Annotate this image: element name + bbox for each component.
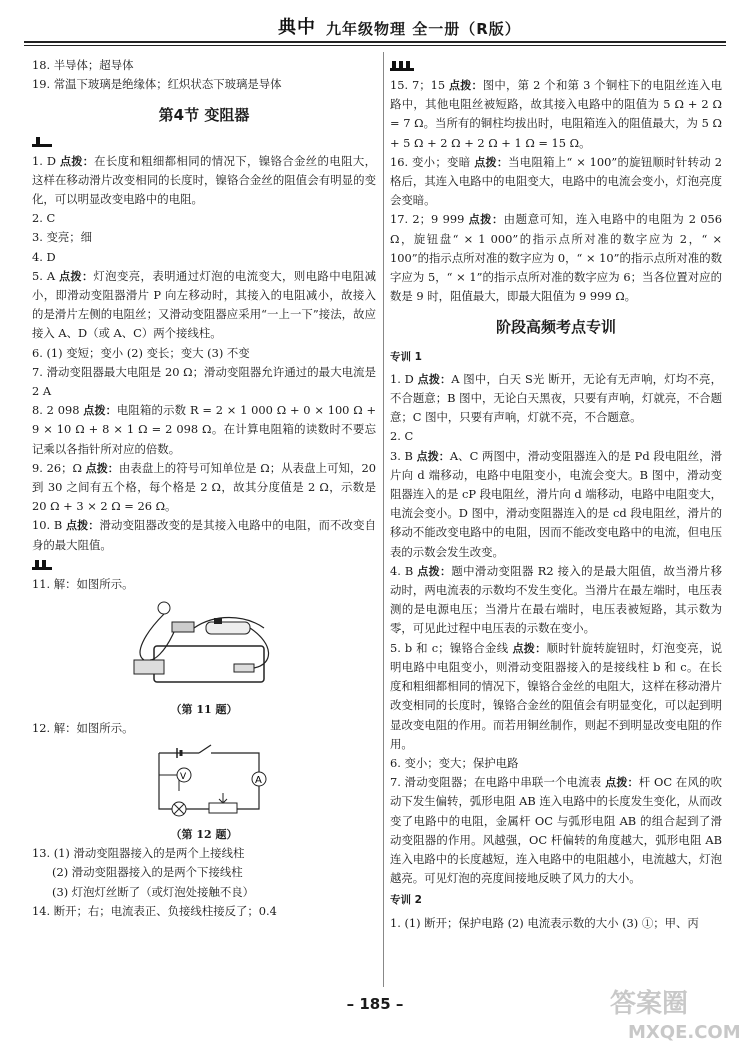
answer-item: 11. 解：如图所示。 [32, 576, 134, 591]
watermark-text: 答案圈 [610, 989, 689, 1019]
page-header [0, 0, 750, 44]
answer-item: 18. 半导体；超导体 [32, 58, 134, 72]
answer-item: 5. b 和 c；镍铬合金线 点拨：顺时针旋转旋钮时，灯泡变亮，说明电路中电阻变小，则滑动变阻器接入的是接线柱 b 和 c。在长度和粗细都相同的情况下，镍铬合金丝的电阻大，这样在移动滑片改变相同的长度时，镍铬合金丝的阻值会有明显变化，可以起到明显改变电阻的作用。而若用铜丝制作，则起不到明显改变电阻的作用。 [390, 640, 722, 751]
answer-item: 19. 常温下玻璃是绝缘体；红炽状态下玻璃是导体 [32, 77, 282, 92]
answer-item: 3. B 点拨：A、C 两图中，滑动变阻器连入的是 Pd 段电阻丝，滑片向 d 端移动，电路中电阻变小，电流会变大。B 图中，滑动变阻器连入的是 cP 段电阻丝，滑片向 d 端移动，电路中电阻变大，电流会变小。D 图中，滑动变阻器连入的是 cd 段电阻丝，滑片的移动不能改变电路中的电阻，因而不能改变电路中的电流，但电压表的示数会发生改变。 [390, 448, 723, 559]
svg-text:典: 典 [278, 17, 296, 38]
answer-item: 2. C [32, 211, 56, 226]
answer-item: 17. 2；9 999 点拨：由题意可知，连入电路中的电阻为 2 056 Ω，旋钮盘“ × 1 000”的指示点所对准的数字应为 2，“ × 100”的指示点所对准的数字应为 0，“ × 10”的指示点所对准的数字应为 5，“ × 1”的指示点所对准的数字应为 6；当各位置对应的数是 9 时，阻值最大，即最大阻值为 9 999 Ω。 [390, 212, 723, 304]
answer-item: 13. (1) 滑动变阻器接入的是两个上接线柱 [32, 846, 245, 861]
book-logo-icon [278, 14, 320, 38]
answer-item: 5. A 点拨：灯泡变亮，表明通过灯泡的电流变大，则电路中电阻减小，即滑动变阻器滑片 P 向左移动时，其接入的电阻减小，故接入的是滑片左侧的电阻丝；又滑动变阻器应采用“一上一下”接法，故应接入 A、D（或 A、C）两个接线柱。 [32, 268, 376, 341]
answer-item: 1. (1) 断开；保护电路 (2) 电流表示数的大小 (3) ①；甲、丙 [390, 915, 699, 930]
circuit-photo-diagram [114, 594, 294, 694]
circuit-schematic-diagram [119, 739, 289, 819]
watermark-logo [602, 982, 742, 1046]
left-column [32, 56, 376, 921]
answer-item: 10. B 点拨：滑动变阻器改变的是其接入电路中的电阻，而不改变自身的最大阻值。 [32, 518, 376, 552]
page-number: – 185 – [346, 995, 404, 1013]
answer-item: 6. 变小；变大；保护电路 [390, 755, 519, 770]
book-title: 九年级物理 全一册（R版） [326, 20, 521, 38]
column-divider [383, 52, 384, 987]
right-column [390, 56, 722, 933]
header-rule [24, 41, 726, 43]
answer-item: 3. 变亮；细 [32, 230, 93, 245]
answer-item: 7. 滑动变阻器最大电阻是 20 Ω；滑动变阻器允许通过的最大电流是 2 A [32, 364, 376, 399]
svg-text:中: 中 [297, 17, 315, 38]
answer-item: 15. 7；15 点拨：图中，第 2 个和第 3 个铜柱下的电阻丝连入电路中，其他电阻丝被短路，故其接入电路中的阻值为 5 Ω + 2 Ω = 7 Ω。当所有的铜柱均拔出时，电阻箱连入的阻值最大，为 5 Ω + 5 Ω + 2 Ω + 2 Ω + 1 Ω = 15 Ω。 [390, 78, 722, 150]
answer-item: 4. D [32, 249, 56, 264]
answer-item: 2. C [390, 429, 414, 444]
answer-item: (3) 灯泡灯丝断了（或灯泡处接触不良） [52, 884, 255, 899]
answer-item: 12. 解：如图所示。 [32, 721, 134, 736]
answer-item: 1. D 点拨：A 图中，白天 S光 断开，无论有无声响，灯均不亮，不合题意；B 图中，无论白天黑夜，只要有声响，灯就亮，不合题意；C 图中，只要有声响，灯就不亮，不合题意。 [390, 371, 722, 425]
section-title: 阶段高频考点专训 [495, 318, 616, 337]
answer-item: 1. D 点拨：在长度和粗细都相同的情况下，镍铬合金丝的电阻大，这样在移动滑片改变相同的长度时，镍铬合金丝的阻值会有明显的变化，可以明显改变电路中的电阻。 [32, 153, 376, 207]
level-marker-icon [32, 559, 54, 571]
subsection-title: 专训 1 [390, 350, 422, 363]
answer-item: 7. 滑动变阻器；在电路中串联一个电流表 点拨：杆 OC 在风的吹动下发生偏转，弧形电阻 AB 连入电路中的长度发生变化，从而改变了电路中的电阻，金属杆 OC 与弧形电阻 AB 的组合起到了滑动变阻器的作用。风越强，OC 杆偏转的角度越大，弧形电阻 AB 连入电路中的长度越短，连入电路中的电阻越小，电流越大，灯泡越亮。可见灯泡的亮度间接地反映了风力的大小。 [390, 775, 723, 886]
subsection-title: 专训 2 [390, 894, 422, 907]
answer-item: 14. 断开；右；电流表正、负接线柱接反了；0.4 [32, 903, 277, 918]
answer-item: 4. B 点拨：题中滑动变阻器 R2 接入的是最大阻值，故当滑片移动时，两电流表的示数均不发生变化。当滑片在最左端时，电压表测的是电源电压；当滑片在最右端时，电压表被短路，其示数为零，可见此过程中电压表的示数在变小。 [390, 563, 722, 636]
level-marker-icon [32, 136, 54, 148]
answer-item: 8. 2 098 点拨：电阻箱的示数 R = 2 × 1 000 Ω + 0 × 100 Ω + 9 × 10 Ω + 8 × 1 Ω = 2 098 Ω。在计算电阻箱的读数时不要忘记乘以各指针所对应的倍数。 [32, 403, 377, 456]
figure-caption: （第 11 题） [170, 703, 238, 717]
answer-item: (2) 滑动变阻器接入的是两个下接线柱 [52, 865, 243, 880]
svg-text:V: V [180, 771, 187, 782]
level-marker-icon [390, 60, 416, 72]
watermark-url: MXQE.COM [628, 1022, 741, 1043]
answer-item: 6. (1) 变短；变小 (2) 变长；变大 (3) 不变 [32, 345, 250, 360]
figure-12 [32, 739, 376, 825]
svg-text:A: A [255, 774, 262, 786]
section-title: 第4节 变阻器 [158, 106, 250, 125]
answer-item: 16. 变小；变暗 点拨：当电阻箱上“ × 100”的旋钮顺时针转动 2 格后，其连入电路中的电阻变大，电路中的电流会变小，灯泡亮度会变暗。 [390, 154, 723, 208]
answer-item: 9. 26；Ω 点拨：由表盘上的符号可知单位是 Ω；从表盘上可知，20 到 30 之间有五个格，每个格是 2 Ω，故其分度值是 2 Ω，示数是 20 Ω + 3 × 2 Ω = 26 Ω。 [32, 460, 377, 514]
figure-11 [32, 594, 376, 700]
figure-caption: （第 12 题） [170, 827, 238, 841]
header-rule-thin [24, 45, 726, 46]
